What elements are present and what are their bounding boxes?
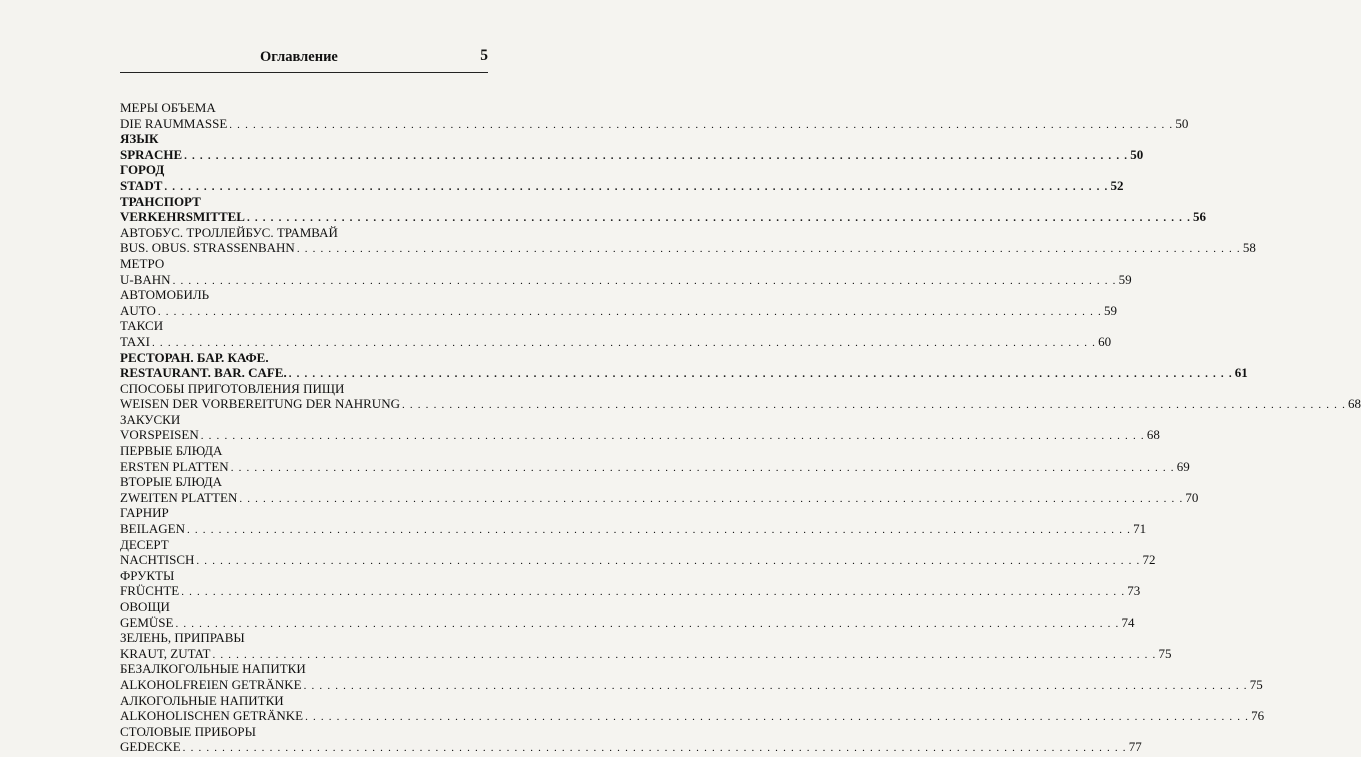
toc-entry-german: ALKOHOLISCHEN GETRÄNKE <box>120 708 304 724</box>
dot-leader: . . . . . . . . . . . . . . . . . . . . . . . . . . . . . . . . . . . . . . . . . . . . . . . . . . . . . . . . . . . . . . . . . . . . . . . . . . . . . . . . . . . . . . . . . . . . . . . . . . . . . . . . . . . . . . . . . . . . . . . . <box>305 711 1250 724</box>
toc-entry-german: FRÜCHTE <box>120 583 180 599</box>
toc-entry-russian: ГАРНИР <box>120 505 169 521</box>
toc-entry-russian: ТАКСИ <box>120 318 164 334</box>
toc-entry-german-row <box>120 271 1132 288</box>
dot-leader: . . . . . . . . . . . . . . . . . . . . . . . . . . . . . . . . . . . . . . . . . . . . . . . . . . . . . . . . . . . . . . . . . . . . . . . . . . . . . . . . . . . . . . . . . . . . . . . . . . . . . . . . . . . . . . . . . . . . . . . . <box>196 555 1141 568</box>
toc-page-number: 59 <box>1118 271 1132 287</box>
toc-page-number: 71 <box>1133 521 1147 537</box>
toc-entry-german-row <box>120 209 1207 225</box>
toc-entry-russian: ПЕРВЫЕ БЛЮДА <box>120 443 223 459</box>
page-header <box>120 46 488 73</box>
toc-page-number: 52 <box>1110 177 1124 193</box>
toc-page-number: 58 <box>1242 240 1256 256</box>
toc-entry-russian: АВТОМОБИЛЬ <box>120 287 210 303</box>
dot-leader: . . . . . . . . . . . . . . . . . . . . . . . . . . . . . . . . . . . . . . . . . . . . . . . . . . . . . . . . . . . . . . . . . . . . . . . . . . . . . . . . . . . . . . . . . . . . . . . . . . . . . . . . . . . . . . . . . . . . . . . . <box>296 243 1241 256</box>
toc-entry-german: STADT <box>120 177 163 193</box>
toc-page-number: 74 <box>1121 614 1135 630</box>
toc-page-number: 75 <box>1158 645 1172 661</box>
dot-leader: . . . . . . . . . . . . . . . . . . . . . . . . . . . . . . . . . . . . . . . . . . . . . . . . . . . . . . . . . . . . . . . . . . . . . . . . . . . . . . . . . . . . . . . . . . . . . . . . . . . . . . . . . . . . . . . . . . . . . . . . <box>303 679 1248 692</box>
toc-entry-german: ZWEITEN PLATTEN <box>120 489 238 505</box>
toc-entry-german-row <box>120 458 1190 475</box>
dot-leader: . . . . . . . . . . . . . . . . . . . . . . . . . . . . . . . . . . . . . . . . . . . . . . . . . . . . . . . . . . . . . . . . . . . . . . . . . . . . . . . . . . . . . . . . . . . . . . . . . . . . . . . . . . . . . . . . . . . . . . . . <box>229 118 1174 131</box>
toc-entry-german: GEMÜSE <box>120 614 174 630</box>
toc-entry-german-row <box>120 739 1142 755</box>
toc-page-number: 68 <box>1146 427 1160 443</box>
toc-entry-german-row <box>120 302 1117 319</box>
toc-entry-german-row <box>120 396 1361 412</box>
toc-entry-german: SPRACHE <box>120 146 183 162</box>
toc-entry-german: KRAUT, ZUTAT <box>120 645 211 661</box>
toc-page-number: 56 <box>1193 209 1207 225</box>
toc-entry-russian: МЕТРО <box>120 255 165 271</box>
toc-entry-german: TAXI <box>120 333 151 349</box>
toc-entry-german-row <box>120 583 1141 599</box>
dot-leader: . . . . . . . . . . . . . . . . . . . . . . . . . . . . . . . . . . . . . . . . . . . . . . . . . . . . . . . . . . . . . . . . . . . . . . . . . . . . . . . . . . . . . . . . . . . . . . . . . . . . . . . . . . . . . . . . . . . . . . . . <box>200 430 1145 443</box>
dot-leader: . . . . . . . . . . . . . . . . . . . . . . . . . . . . . . . . . . . . . . . . . . . . . . . . . . . . . . . . . . . . . . . . . . . . . . . . . . . . . . . . . . . . . . . . . . . . . . . . . . . . . . . . . . . . . . . . . . . . . . . . <box>181 586 1126 599</box>
toc-entry-german: DIE RAUMMASSE <box>120 115 228 131</box>
page-number: 5 <box>480 47 488 64</box>
toc-entry-russian: ЗАКУСКИ <box>120 411 181 427</box>
toc-entry-russian: ЯЗЫК <box>120 131 159 147</box>
toc-entry-german-row <box>120 489 1199 506</box>
toc-entry-german-row <box>120 333 1112 350</box>
dot-leader: . . . . . . . . . . . . . . . . . . . . . . . . . . . . . . . . . . . . . . . . . . . . . . . . . . . . . . . . . . . . . . . . . . . . . . . . . . . . . . . . . . . . . . . . . . . . . . . . . . . . . . . . . . . . . . . . . . . . . . . . <box>164 180 1109 193</box>
toc-entry-russian: ТРАНСПОРТ <box>120 193 201 209</box>
toc-entry-german-row <box>120 645 1172 662</box>
toc-entry-russian: ЗЕЛЕНЬ, ПРИПРАВЫ <box>120 630 245 646</box>
dot-leader: . . . . . . . . . . . . . . . . . . . . . . . . . . . . . . . . . . . . . . . . . . . . . . . . . . . . . . . . . . . . . . . . . . . . . . . . . . . . . . . . . . . . . . . . . . . . . . . . . . . . . . . . . . . . . . . . . . . . . . . . <box>182 742 1127 755</box>
toc-entry-german: NACHTISCH <box>120 552 195 568</box>
toc-entry-german-row <box>120 676 1263 693</box>
toc-page-number: 76 <box>1251 708 1265 724</box>
dot-leader: . . . . . . . . . . . . . . . . . . . . . . . . . . . . . . . . . . . . . . . . . . . . . . . . . . . . . . . . . . . . . . . . . . . . . . . . . . . . . . . . . . . . . . . . . . . . . . . . . . . . . . . . . . . . . . . . . . . . . . . . <box>230 461 1175 474</box>
toc-entry-german: BEILAGEN <box>120 521 185 537</box>
toc-entry-russian: БЕЗАЛКОГОЛЬНЫЕ НАПИТКИ <box>120 661 306 677</box>
toc-entry-german: ALKOHOLFREIEN GETRÄNKE <box>120 676 302 692</box>
toc-entry-german: GEDECKE <box>120 739 181 755</box>
toc-entry-russian: АВТОБУС. ТРОЛЛЕЙБУС. ТРАМВАЙ <box>120 224 338 240</box>
toc-entry-russian: ОВОЩИ <box>120 599 170 614</box>
toc-entry-german-row <box>120 146 1144 163</box>
toc-page-number: 75 <box>1249 676 1263 692</box>
toc-page-number: 77 <box>1128 739 1142 755</box>
dot-leader: . . . . . . . . . . . . . . . . . . . . . . . . . . . . . . . . . . . . . . . . . . . . . . . . . . . . . . . . . . . . . . . . . . . . . . . . . . . . . . . . . . . . . . . . . . . . . . . . . . . . . . . . . . . . . . . . . . . . . . . . <box>187 524 1132 537</box>
toc-page-number: 61 <box>1234 365 1248 381</box>
dot-leader: . . . . . . . . . . . . . . . . . . . . . . . . . . . . . . . . . . . . . . . . . . . . . . . . . . . . . . . . . . . . . . . . . . . . . . . . . . . . . . . . . . . . . . . . . . . . . . . . . . . . . . . . . . . . . . . . . . . . . . . . <box>157 305 1102 318</box>
toc-entry-russian: СПОСОБЫ ПРИГОТОВЛЕНИЯ ПИЩИ <box>120 380 345 396</box>
toc-entry-german-row <box>120 614 1135 631</box>
toc-page-number: 70 <box>1185 489 1199 505</box>
toc-entry-german-row <box>120 177 1124 194</box>
toc-entry-german: AUTO <box>120 302 156 318</box>
dot-leader: . . . . . . . . . . . . . . . . . . . . . . . . . . . . . . . . . . . . . . . . . . . . . . . . . . . . . . . . . . . . . . . . . . . . . . . . . . . . . . . . . . . . . . . . . . . . . . . . . . . . . . . . . . . . . . . . . . . . . . . . <box>172 274 1117 287</box>
toc-page-number: 50 <box>1175 115 1189 131</box>
toc-entry-russian: РЕСТОРАН. БАР. КАФЕ. <box>120 349 269 365</box>
toc-entry-german: U-BAHN <box>120 271 171 287</box>
toc-entry-german: BUS. OBUS. STRASSENBAHN <box>120 240 295 256</box>
toc-page-number: 72 <box>1142 552 1156 568</box>
toc-page-number: 50 <box>1130 146 1144 162</box>
toc-entry-german-row <box>120 708 1265 724</box>
dot-leader: . . . . . . . . . . . . . . . . . . . . . . . . . . . . . . . . . . . . . . . . . . . . . . . . . . . . . . . . . . . . . . . . . . . . . . . . . . . . . . . . . . . . . . . . . . . . . . . . . . . . . . . . . . . . . . . . . . . . . . . . <box>246 212 1192 225</box>
toc-entry-german: ERSTEN PLATTEN <box>120 458 229 474</box>
toc-entry-russian: ВТОРЫЕ БЛЮДА <box>120 474 223 490</box>
dot-leader: . . . . . . . . . . . . . . . . . . . . . . . . . . . . . . . . . . . . . . . . . . . . . . . . . . . . . . . . . . . . . . . . . . . . . . . . . . . . . . . . . . . . . . . . . . . . . . . . . . . . . . . . . . . . . . . . . . . . . . . . <box>212 648 1157 661</box>
toc-entry-german-row <box>120 240 1256 256</box>
toc-page-number: 59 <box>1103 302 1117 318</box>
dot-leader: . . . . . . . . . . . . . . . . . . . . . . . . . . . . . . . . . . . . . . . . . . . . . . . . . . . . . . . . . . . . . . . . . . . . . . . . . . . . . . . . . . . . . . . . . . . . . . . . . . . . . . . . . . . . . . . . . . . . . . . . <box>401 399 1347 412</box>
dot-leader: . . . . . . . . . . . . . . . . . . . . . . . . . . . . . . . . . . . . . . . . . . . . . . . . . . . . . . . . . . . . . . . . . . . . . . . . . . . . . . . . . . . . . . . . . . . . . . . . . . . . . . . . . . . . . . . . . . . . . . . . <box>175 617 1120 630</box>
toc-entry-german-row <box>120 365 1248 381</box>
toc-page-number: 69 <box>1176 458 1190 474</box>
toc-page-number: 73 <box>1127 583 1141 599</box>
toc-entry-russian: ДЕСЕРТ <box>120 536 169 552</box>
toc-entry-german: VERKEHRSMITTEL <box>120 209 245 225</box>
dot-leader: . . . . . . . . . . . . . . . . . . . . . . . . . . . . . . . . . . . . . . . . . . . . . . . . . . . . . . . . . . . . . . . . . . . . . . . . . . . . . . . . . . . . . . . . . . . . . . . . . . . . . . . . . . . . . . . . . . . . . . . . <box>152 336 1097 349</box>
toc-entry-russian: АЛКОГОЛЬНЫЕ НАПИТКИ <box>120 692 284 708</box>
table-of-contents <box>120 100 1361 755</box>
toc-entry-german: VORSPEISEN <box>120 427 199 443</box>
toc-entry-german: WEISEN DER VORBEREITUNG DER NAHRUNG <box>120 396 400 412</box>
toc-entry-russian: МЕРЫ ОБЪЕМА <box>120 100 216 115</box>
toc-entry-german-row <box>120 115 1189 132</box>
page-title: Оглавление <box>260 49 338 65</box>
dot-leader: . . . . . . . . . . . . . . . . . . . . . . . . . . . . . . . . . . . . . . . . . . . . . . . . . . . . . . . . . . . . . . . . . . . . . . . . . . . . . . . . . . . . . . . . . . . . . . . . . . . . . . . . . . . . . . . . . . . . . . . . <box>239 492 1184 505</box>
toc-entry-german-row <box>120 427 1160 443</box>
toc-entry-german-row <box>120 521 1147 537</box>
toc-entry-german-row <box>120 552 1156 568</box>
toc-entry-russian: СТОЛОВЫЕ ПРИБОРЫ <box>120 723 256 739</box>
toc-page-number: 68 <box>1348 396 1361 412</box>
toc-entry-german: RESTAURANT. BAR. CAFE. <box>120 365 287 381</box>
toc-entry-russian: ГОРОД <box>120 162 165 178</box>
toc-page-number: 60 <box>1098 333 1112 349</box>
dot-leader: . . . . . . . . . . . . . . . . . . . . . . . . . . . . . . . . . . . . . . . . . . . . . . . . . . . . . . . . . . . . . . . . . . . . . . . . . . . . . . . . . . . . . . . . . . . . . . . . . . . . . . . . . . . . . . . . . . . . . . . . <box>288 368 1233 381</box>
dot-leader: . . . . . . . . . . . . . . . . . . . . . . . . . . . . . . . . . . . . . . . . . . . . . . . . . . . . . . . . . . . . . . . . . . . . . . . . . . . . . . . . . . . . . . . . . . . . . . . . . . . . . . . . . . . . . . . . . . . . . . . . <box>184 149 1129 162</box>
toc-entry-russian: ФРУКТЫ <box>120 567 175 583</box>
